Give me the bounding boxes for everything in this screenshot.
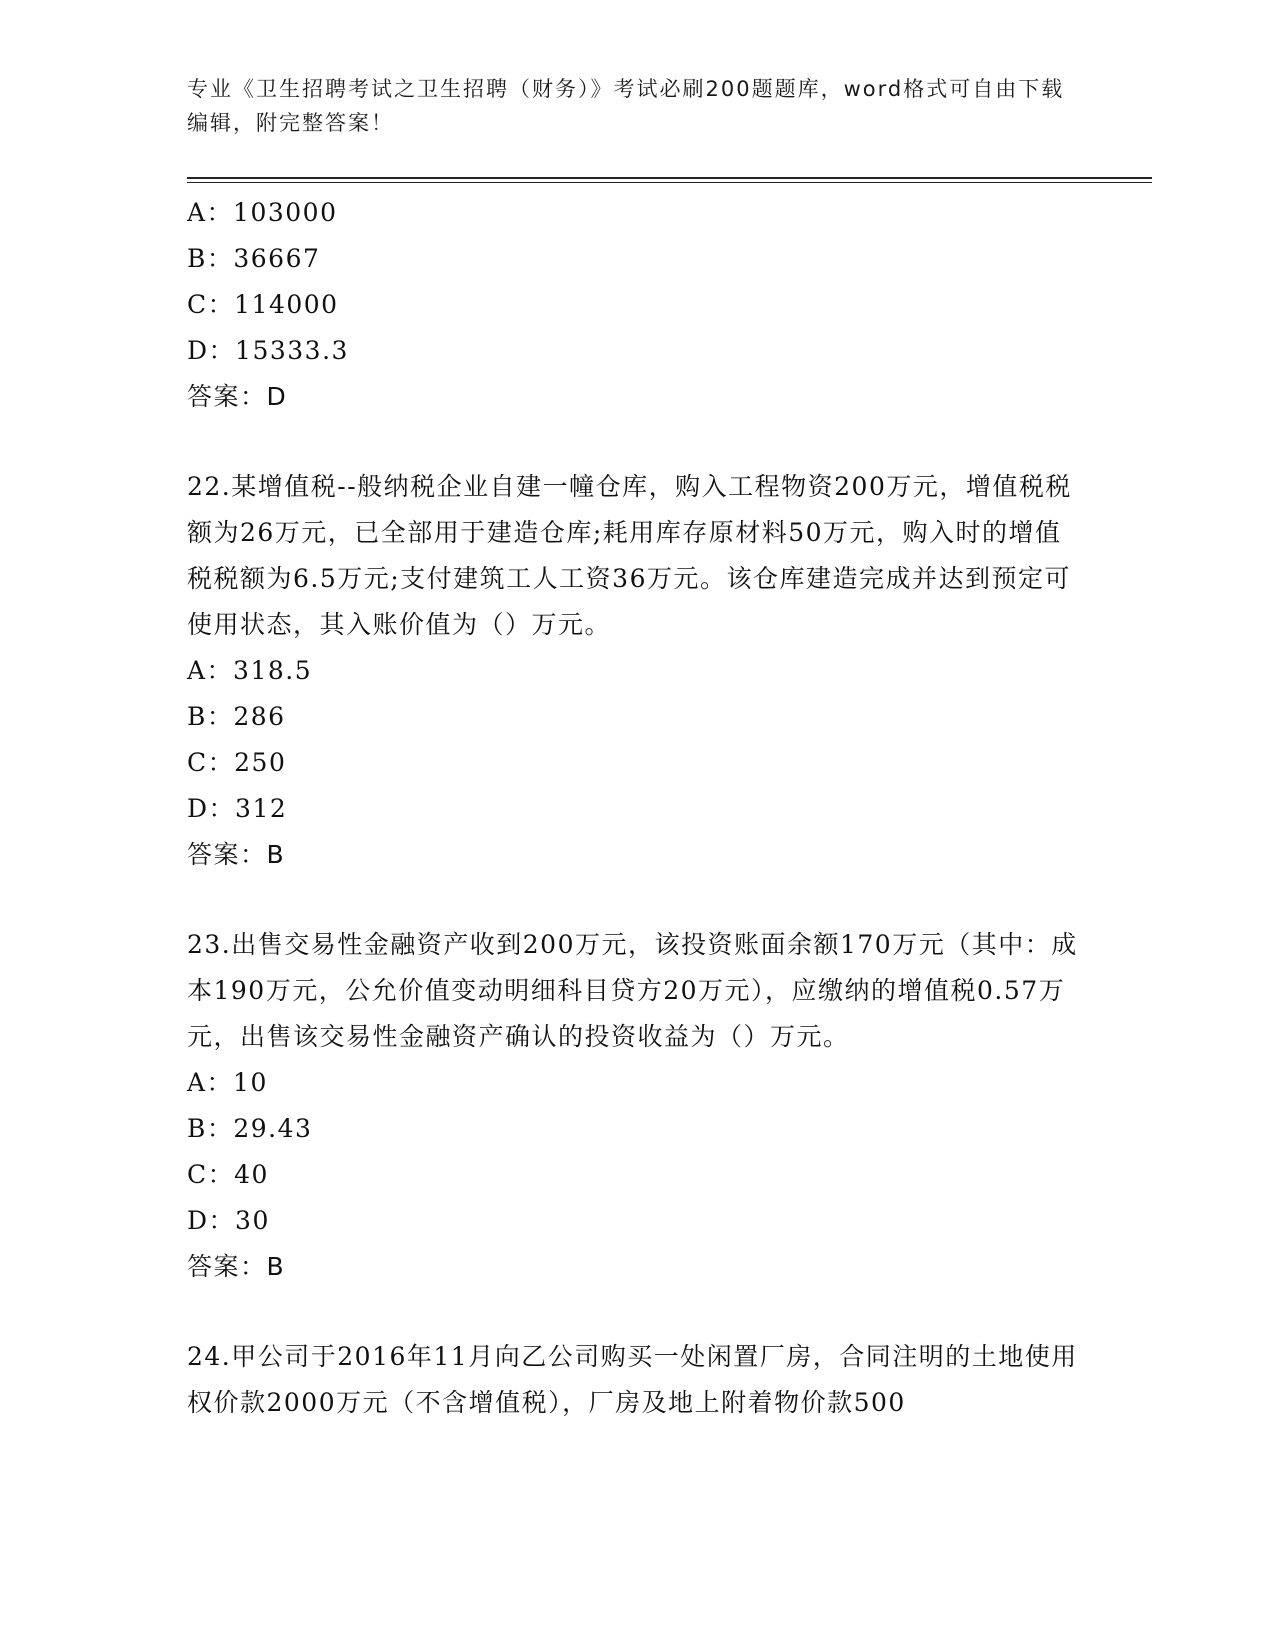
option-b: B：286	[187, 702, 286, 731]
question-24	[187, 1334, 1087, 1426]
header-divider-thick	[187, 177, 1152, 179]
option-c: C：40	[187, 1160, 269, 1189]
option-c: C：250	[187, 748, 287, 777]
option-b: B：36667	[187, 244, 321, 273]
answer: 答案：B	[187, 1252, 286, 1281]
document-header	[187, 72, 1077, 140]
question-stem-text: 22.某增值税--般纳税企业自建一幢仓库，购入工程物资200万元，增值税税额为26万元，已全部用于建造仓库;耗用库存原材料50万元，购入时的增值税税额为6.5万元;支付建筑工人工资36万元。该仓库建造完成并达到预定可使用状态，其入账价值为（）万元。	[187, 472, 1072, 639]
option-a: A：103000	[187, 198, 338, 227]
option-d: D：30	[187, 1206, 270, 1235]
question-stem	[187, 922, 1087, 1060]
question-stem-text: 24.甲公司于2016年11月向乙公司购买一处闲置厂房，合同注明的土地使用权价款2000万元（不含增值税），厂房及地上附着物价款500	[187, 1342, 1078, 1417]
header-text: 专业《卫生招聘考试之卫生招聘（财务）》考试必刷200题题库，word格式可自由下载编辑，附完整答案！	[187, 77, 1065, 135]
answer: 答案：B	[187, 840, 286, 869]
option-a: A：10	[187, 1068, 268, 1097]
header-divider-thin	[187, 182, 1152, 183]
option-c: C：114000	[187, 290, 339, 319]
question-stem	[187, 464, 1087, 648]
question-stem-text: 23.出售交易性金融资产收到200万元，该投资账面余额170万元（其中：成本190万元，公允价值变动明细科目贷方20万元），应缴纳的增值税0.57万元，出售该交易性金融资产确认的投资收益为（）万元。	[187, 930, 1078, 1051]
option-d: D：312	[187, 794, 288, 823]
answer: 答案：D	[187, 382, 288, 411]
option-b: B：29.43	[187, 1114, 313, 1143]
question-22	[187, 464, 1087, 878]
option-a: A：318.5	[187, 656, 313, 685]
option-d: D：15333.3	[187, 336, 349, 365]
question-21	[187, 190, 1087, 420]
question-list	[187, 190, 1087, 1426]
question-stem	[187, 1334, 1087, 1426]
question-23	[187, 922, 1087, 1290]
